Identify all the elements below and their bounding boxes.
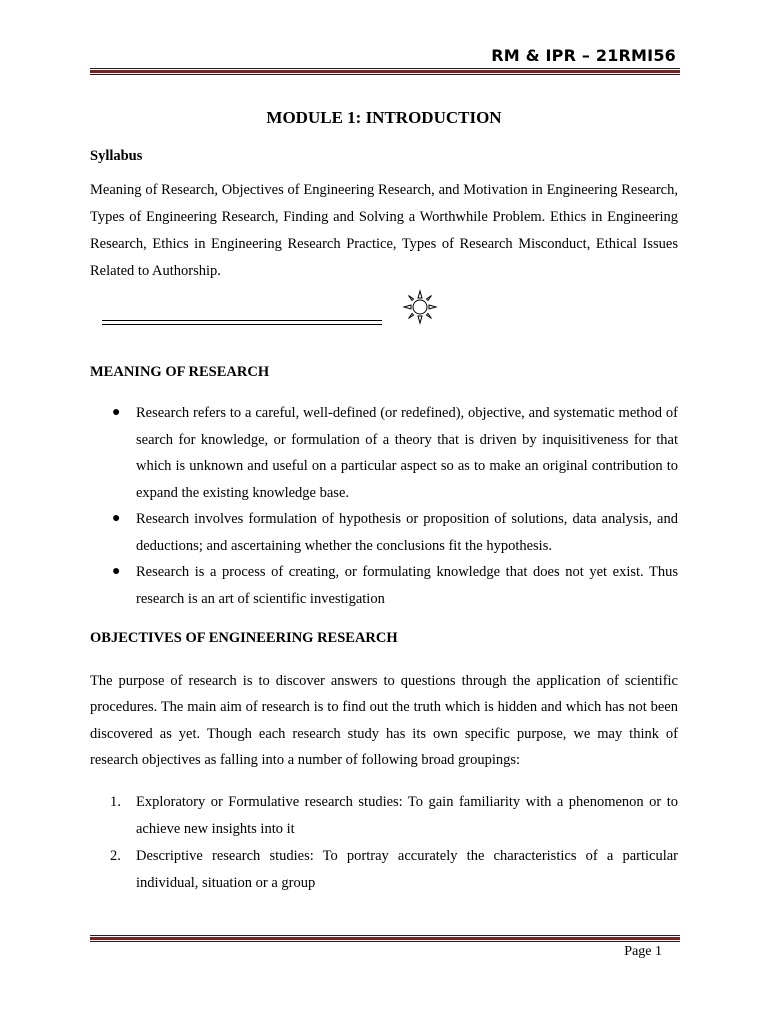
item-text: Descriptive research studies: To portray accurately the characteristics of a particular individual, situation or a group — [136, 848, 678, 891]
sun-ornament-icon — [402, 289, 438, 325]
list-item — [90, 400, 678, 506]
list-item — [90, 843, 678, 897]
bullet-icon: ● — [112, 405, 121, 420]
page-title: MODULE 1: INTRODUCTION — [266, 108, 502, 127]
objectives-numbered-list — [90, 789, 678, 897]
item-number: 1. — [110, 794, 121, 810]
item-number: 2. — [110, 848, 121, 864]
list-item — [90, 789, 678, 843]
bullet-icon: ● — [112, 511, 121, 526]
syllabus-text: Meaning of Research, Objectives of Engineering Research, and Motivation in Engineering Research, Types of Engineering Research, Finding and Solving a Worthwhile Problem. Ethics in Engineering Research, Ethics in Engineering Research Practice, Types of Research Misconduct, Ethical Issues Related to Authorship. — [90, 182, 678, 279]
footer-rule — [90, 935, 680, 942]
bullet-text: Research involves formulation of hypothesis or proposition of solutions, data analysis, and deductions; and ascertaining whether the conclusions fit the hypothesis. — [136, 511, 678, 554]
meaning-heading: MEANING OF RESEARCH — [90, 364, 270, 380]
header-rule — [90, 68, 680, 75]
section-divider — [102, 320, 382, 325]
objectives-heading: OBJECTIVES OF ENGINEERING RESEARCH — [90, 630, 398, 646]
bullet-text: Research refers to a careful, well-defined (or redefined), objective, and systematic method of search for knowledge, or formulation of a theory that is driven by inquisitiveness for that which is unknown and useful on a particular aspect so as to make an original contribution to expand the existing knowledge base. — [136, 405, 678, 501]
list-item — [90, 559, 678, 612]
item-text: Exploratory or Formulative research studies: To gain familiarity with a phenomenon or to achieve new insights into it — [136, 794, 678, 837]
objectives-intro: The purpose of research is to discover answers to questions through the application of scientific procedures. The main aim of research is to find out the truth which is hidden and which has not been discovered as yet. Though each research study has its own specific purpose, we may think of research objectives as falling into a number of following broad groupings: — [90, 673, 678, 768]
list-item — [90, 506, 678, 559]
meaning-bullet-list — [90, 400, 678, 612]
bullet-text: Research is a process of creating, or formulating knowledge that does not yet exist. Thus research is an art of scientific investigation — [136, 564, 678, 607]
syllabus-label: Syllabus — [90, 148, 143, 164]
header-course-code: RM & IPR – 21RMI56 — [491, 46, 676, 65]
page-number: Page 1 — [624, 944, 662, 959]
bullet-icon: ● — [112, 564, 121, 579]
